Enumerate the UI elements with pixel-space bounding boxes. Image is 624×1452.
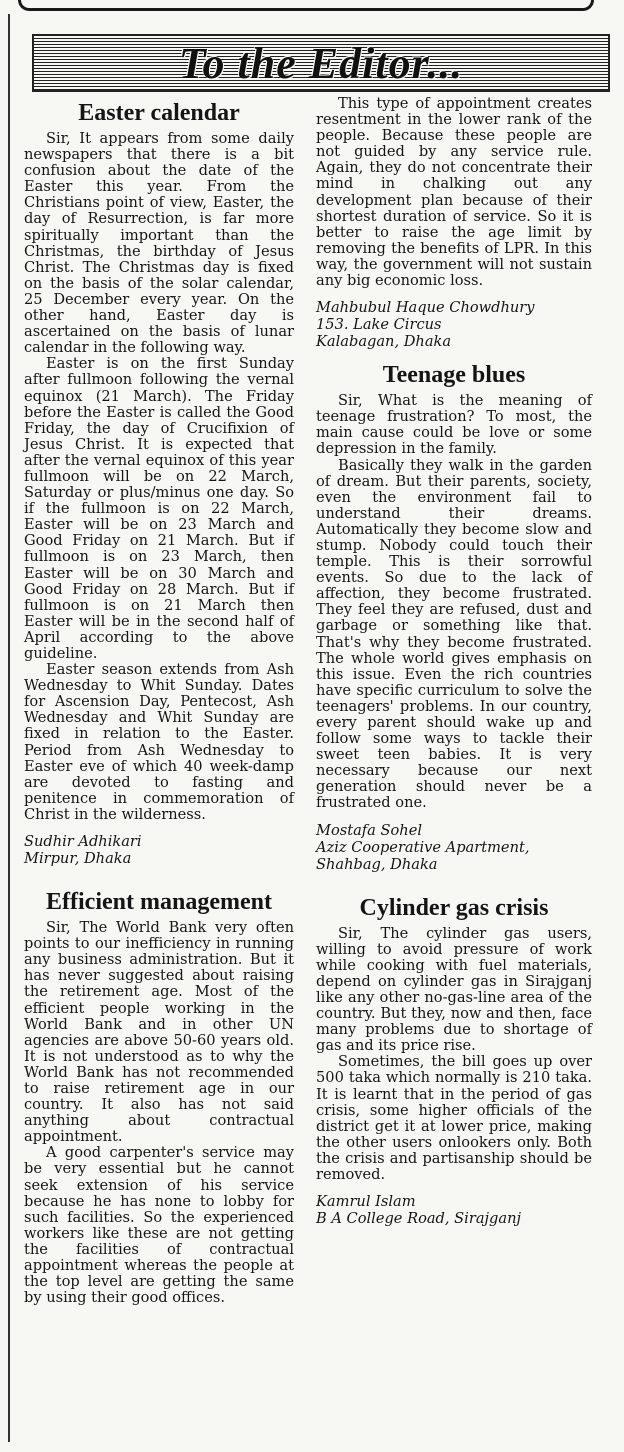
letter-paragraph: Sometimes, the bill goes up over 500 taka which normally is 210 taka. It is learnt that in the period of gas crisis, some higher officials of the district get it at lower price, making the other users onlookers only. Both the crisis and partisanship should be removed. [316,1053,592,1183]
signature-address: Kalabagan, Dhaka [316,333,452,351]
letter-teenage-blues [316,362,592,872]
letter-signature [316,1193,592,1227]
letter-paragraph: Sir, What is the meaning of teenage frustration? To most, the main cause could be love or some depression in the family. [316,392,592,458]
signature-name: Mostafa Sohel [316,821,423,839]
letter-heading: Teenage blues [382,362,526,389]
signature-address: B A College Road, Sirajganj [316,1210,522,1228]
letter-efficient-management [24,889,294,1306]
signature-address: Aziz Cooperative Apartment, [316,838,530,856]
section-banner [32,34,610,92]
letter-signature [316,299,592,350]
letter-paragraph: A good carpenter's service may be very essential but he cannot seek extension of his service because he has none to lobby for such facilities. So the experienced workers like these are not getting the facilities of contractual appointment whereas the people at the top level are getting the same by using their good offices. [24,1144,294,1307]
letter-paragraph: This type of appointment creates resentment in the lower rank of the people. Because these people are not guided by any service rule. Again, they do not concentrate their mind in chalking out any development plan because of their shortest duration of service. So it is better to raise the age limit by removing the benefits of LPR. In this way, the government will not sustain any big economic loss. [316,95,592,290]
letter-paragraph: Sir, It appears from some daily newspapers that there is a bit confusion about the date of the Easter this year. From the Christians point of view, Easter, the day of Resurrection, is far more spiritually important than the Christmas, the birthday of Jesus Christ. The Christmas day is fixed on the basis of the solar calendar, 25 December every year. On the other hand, Easter day is ascertained on the basis of lunar calendar in the following way. [24,130,294,357]
letter-paragraph: Easter season extends from Ash Wednesday to Whit Sunday. Dates for Ascension Day, Pentecost, Ash Wednesday and Whit Sunday are fixed in relation to the Easter. Period from Ash Wednesday to Easter eve of which 40 week-damp are devoted to fasting and penitence in commemoration of Christ in the wilderness. [24,661,294,823]
section-title: To the Editor... [178,38,464,88]
letter-paragraph: Sir, The cylinder gas users, willing to avoid pressure of work while cooking with fuel materials, depend on cylinder gas in Sirajganj like any other no-gas-line area of the country. But they, now and then, face many problems due to shortage of gas and its price rise. [316,924,592,1055]
letter-cylinder-gas-crisis [316,895,592,1228]
signature-address: Shahbag, Dhaka [316,855,438,873]
column-right [316,96,592,1227]
column-left [24,96,294,1306]
signature-address: 153. Lake Circus [316,316,442,334]
letter-easter-calendar [24,100,294,867]
letter-heading: Cylinder gas crisis [359,894,549,921]
letter-signature [24,833,294,867]
letter-paragraph: Easter is on the first Sunday after fullmoon following the vernal equinox (21 March). The Friday before the Easter is called the Good Friday, the day of Crucifixion of Jesus Christ. It is expected that after the vernal equinox of this year fullmoon will be on 22 March, Saturday or plus/minus one day. So if the fullmoon is on 22 March, Easter will be on 23 March and Good Friday on 21 March. But if fullmoon is on 23 March, then Easter will be on 30 March and Good Friday on 28 March. But if fullmoon is on 21 March then Easter will be in the second half of April according to the above guideline. [24,355,294,662]
signature-name: Kamrul Islam [316,1193,416,1211]
column-rule [8,14,10,1442]
signature-name: Mahbubul Haque Chowdhury [316,299,535,317]
top-border [18,0,594,11]
letter-signature [316,822,592,873]
letter-efficient-management-continued [316,96,592,350]
letter-heading: Efficient management [46,889,272,916]
signature-address: Mirpur, Dhaka [24,850,132,868]
signature-name: Sudhir Adhikari [24,833,142,851]
letter-paragraph: Basically they walk in the garden of dream. But their parents, society, even the environment fail to understand their dreams. Automatically they become slow and stump. Nobody could touch their temple. This is their sorrowful events. So due to the lack of affection, they become frustrated. They feel they are refused, dust and garbage or something like that. That's why they become frustrated. The whole world gives emphasis on this issue. Even the rich countries have specific curriculum to solve the teenagers' problems. In our country, every parent should wake up and follow some ways to tackle their sweet teen babies. It is very necessary because our next generation should never be a frustrated one. [316,456,592,812]
letter-heading: Easter calendar [78,100,240,126]
letter-paragraph: Sir, The World Bank very often points to our inefficiency in running any business administration. But it has never suggested about raising the retirement age. Most of the efficient people working in the World Bank and in other UN agencies are above 50-60 years old. It is not understood as to why the World Bank has not recommended to raise retirement age in our country. It also has not said anything about contractual appointment. [24,919,294,1146]
